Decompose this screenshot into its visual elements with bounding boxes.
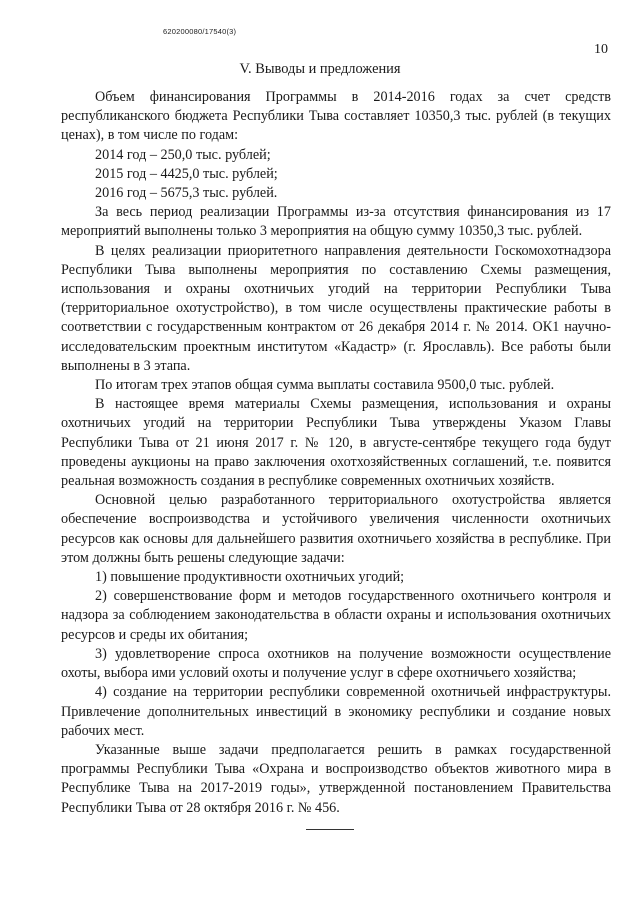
list-item-2015: 2015 год – 4425,0 тыс. рублей; xyxy=(95,165,278,182)
list-item-2016: 2016 год – 5675,3 тыс. рублей. xyxy=(95,185,278,202)
task-item-3: 3) удовлетворение спроса охотников на получение возможности осуществление охоты, выбора ими условий охоты и получение услуг в сфере охотничьего хозяйства; xyxy=(61,645,611,682)
task-item-4: 4) создание на территории республики современной охотничьей инфраструктуры. Привлечение дополнительных инвестиций в экономику республики и создание новых рабочих мест. xyxy=(61,684,611,739)
paragraph-conclusion: Указанные выше задачи предполагается решить в рамках государственной программы Республики Тыва «Охрана и воспроизводство объектов животного мира в Республике Тыва на 2017-2019 годы», утвержденной постановлением Правительства Республики Тыва от 28 октября 2016 г. № 456. xyxy=(61,741,611,816)
list-item-2014: 2014 год – 250,0 тыс. рублей; xyxy=(95,146,271,163)
document-id: 620200080/17540(3) xyxy=(163,27,237,36)
task-item-2: 2) совершенствование форм и методов государственного охотничьего контроля и надзора за соблюдением законодательства в области охраны и использования охотничьих ресурсов и среды их обитания; xyxy=(61,588,611,643)
task-item-1: 1) повышение продуктивности охотничьих угодий; xyxy=(95,569,405,586)
page-number: 10 xyxy=(594,42,608,57)
document-body xyxy=(61,88,611,818)
end-separator-line xyxy=(306,829,354,830)
paragraph-goal: Основной целью разработанного территориального охотустройства является обеспечение воспроизводства и устойчивого увеличения численности охотничьих ресурсов как основы для дальнейшего развития охотничьего хозяйства в республике. При этом должны быть решены следующие задачи: xyxy=(61,492,611,566)
paragraph-financing: Объем финансирования Программы в 2014-2016 годах за счет средств республиканского бюджета Республики Тыва составляет 10350,3 тыс. рублей (в текущих ценах), в том числе по годам: xyxy=(61,89,611,144)
paragraph-scheme: В целях реализации приоритетного направления деятельности Госкомохотнадзора Республики Тыва выполнены мероприятия по составлению Схемы размещения, использования и охраны охотничьих угодий на территории Республики Тыва (территориальное охотустройство), в том числе осуществлены практические работы в соответствии с государственным контрактом от 26 декабря 2014 г. № 2014. ОК1 научно-исследовательским проектным институтом «Кадастр» (г. Ярославль). Все работы были выполнены в 3 этапа. xyxy=(61,242,611,374)
paragraph-payment-total: По итогам трех этапов общая сумма выплаты составила 9500,0 тыс. рублей. xyxy=(95,377,555,394)
paragraph-approval: В настоящее время материалы Схемы размещения, использования и охраны охотничьих угодий на территории Республики Тыва утверждены Указом Главы Республики Тыва от 21 июня 2017 г. № 120, в августе-сентябре текущего года будут проведены аукционы на право заключения охотхозяйственных соглашений, т.е. появится реальная возможность создания в республике современных охотничьих хозяйств. xyxy=(61,396,611,490)
paragraph-activities: За весь период реализации Программы из-за отсутствия финансирования из 17 мероприятий выполнены только 3 мероприятия на общую сумму 10350,3 тыс. рублей. xyxy=(61,204,611,240)
section-title: V. Выводы и предложения xyxy=(239,61,401,77)
